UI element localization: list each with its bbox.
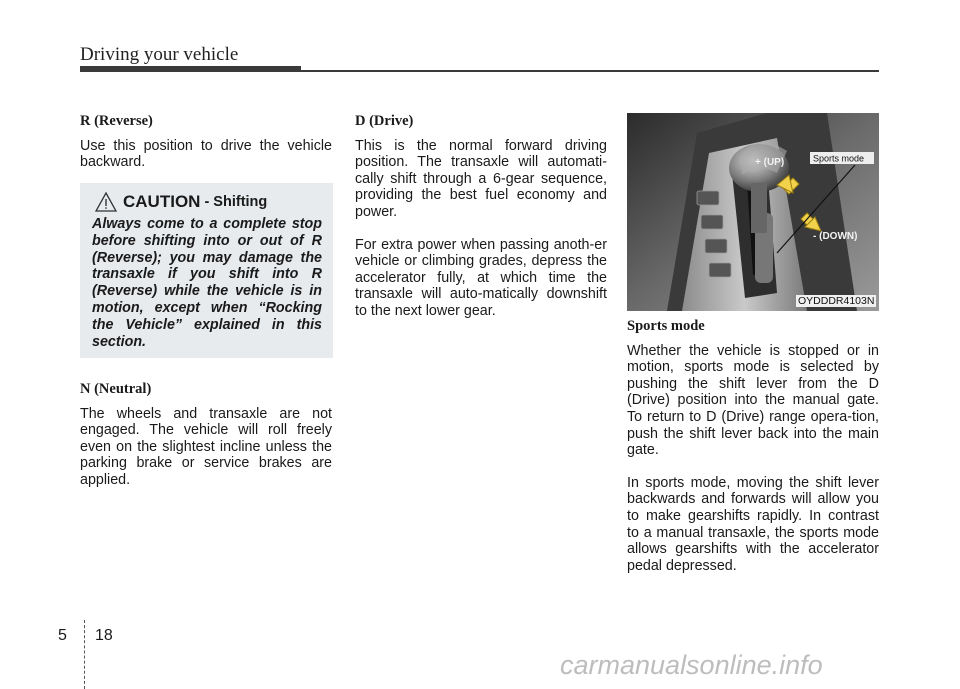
shift-lever-illustration	[627, 113, 879, 311]
right-column	[627, 318, 879, 574]
page-number: 18	[95, 627, 113, 644]
sports-body-2: In sports mode, moving the shift lever backwards and forwards will allow you to make gearshifts rapidly. In contrast to a manual transaxle, the sports mode allows gearshifts with the accelerator pedal depressed.	[627, 474, 879, 574]
header-rule	[80, 66, 301, 72]
watermark: carmanualsonline.info	[560, 650, 823, 680]
figure-code: OYDDDR4103N	[798, 295, 875, 307]
reverse-heading: R (Reverse)	[80, 113, 153, 129]
reverse-body: Use this position to drive the vehicle backward.	[80, 137, 332, 171]
neutral-body: The wheels and transaxle are not engaged. The vehicle will roll freely even on the slightest incline unless the parking brake or service brakes are applied.	[80, 405, 332, 488]
shift-lever-figure	[627, 113, 879, 311]
left-column	[80, 113, 332, 171]
page-header-title: Driving your vehicle	[80, 44, 239, 65]
figure-label-sports-mode: Sports mode	[813, 153, 865, 164]
drive-body-1: This is the normal forward driving position. The transaxle will automati-cally shift through a 6-gear sequence, providing the best fuel economy and power.	[355, 137, 607, 220]
figure-label-up: + (UP)	[755, 157, 785, 168]
caution-heading	[95, 192, 267, 212]
footer-divider	[84, 620, 85, 689]
neutral-heading: N (Neutral)	[80, 381, 152, 397]
warning-triangle-icon	[95, 192, 117, 212]
neutral-section	[80, 381, 332, 489]
drive-heading: D (Drive)	[355, 113, 414, 129]
caution-body: Always come to a complete stop before shifting into or out of R (Reverse); you may damage the transaxle if you shift into R (Reverse) while the vehicle is in motion, except when “Rocking the Vehicle” explained in this section.	[92, 216, 322, 350]
caution-box	[80, 183, 333, 358]
figure-label-down: - (DOWN)	[813, 231, 858, 242]
caution-title: CAUTION	[123, 192, 201, 211]
header-rule-thin	[301, 70, 879, 72]
sports-heading: Sports mode	[627, 318, 705, 334]
drive-body-2: For extra power when passing anoth-er vehicle or climbing grades, depress the accelerator fully, at which time the transaxle will auto-matically downshift to the next lower gear.	[355, 236, 607, 319]
caution-subtitle: - Shifting	[204, 194, 268, 210]
middle-column	[355, 113, 607, 320]
section-number: 5	[58, 627, 67, 644]
sports-body-1: Whether the vehicle is stopped or in motion, sports mode is selected by pushing the shift lever from the D (Drive) position into the manual gate. To return to D (Drive) range opera-tion, push the shift lever back into the main gate.	[627, 342, 879, 459]
